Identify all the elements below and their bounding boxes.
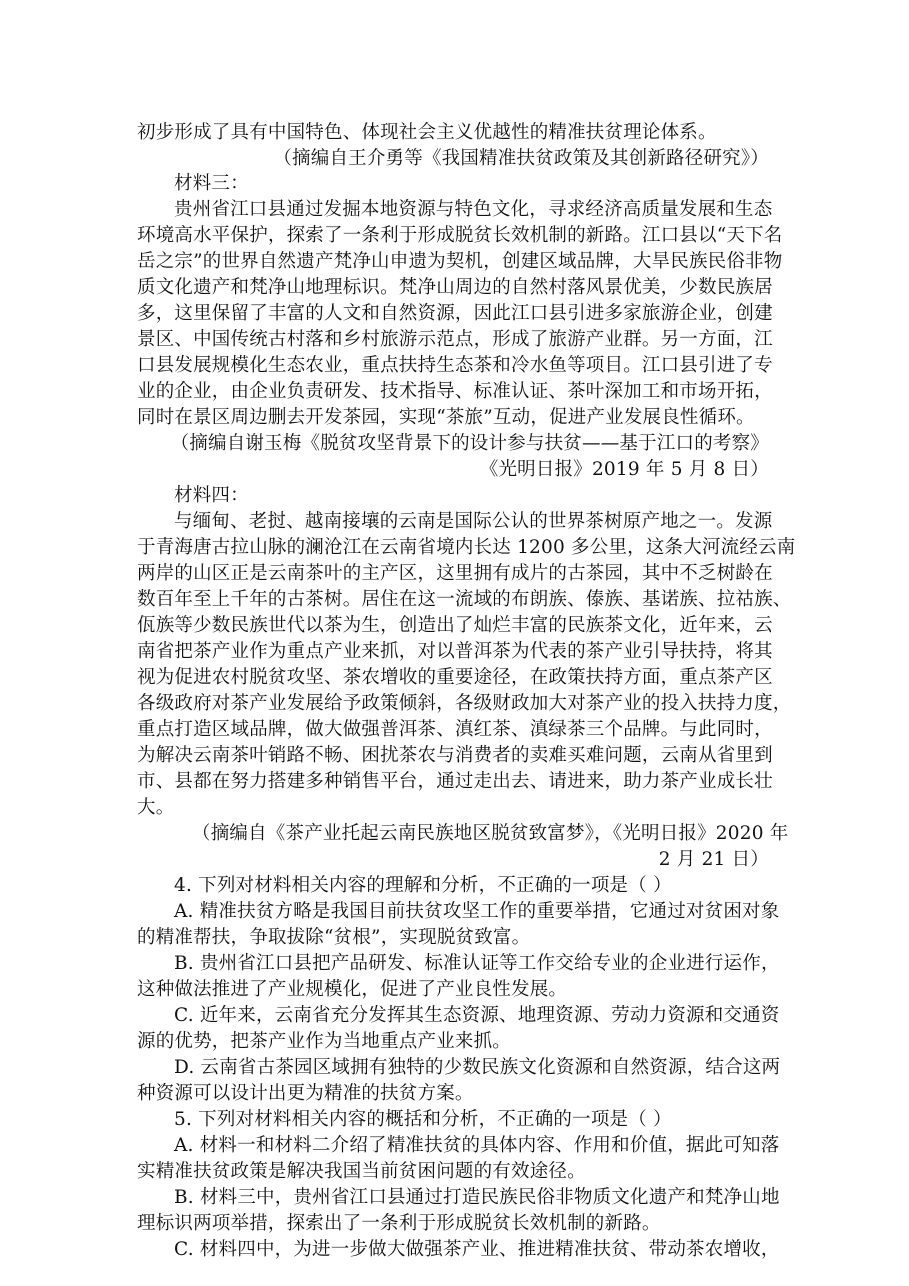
text-line: 市、县都在努力搭建多种销售平台，通过走出去、请进来，助力茶产业成长壮 [137,771,773,792]
option-b: B. 贵州省江口县把产品研发、标准认证等工作交给专业的企业进行运作， [174,953,780,974]
text-line: 多，这里保留了丰富的人文和自然资源，因此江口县引进多家旅游企业，创建 [137,303,773,324]
text-line: 重点打造区域品牌，做大做强普洱茶、滇红茶、滇绿茶三个品牌。与此同时， [137,719,773,740]
text-line: 贵州省江口县通过发掘本地资源与特色文化，寻求经济高质量发展和生态 [174,199,773,220]
text-line: 种资源可以设计出更为精准的扶贫方案。 [137,1083,474,1104]
text-line: 理标识两项举措，探索出了一条利于形成脱贫长效机制的新路。 [137,1213,661,1234]
text-line: 景区、中国传统古村落和乡村旅游示范点，形成了旅游产业群。另一方面，江 [137,329,773,350]
text-line: 两岸的山区正是云南茶叶的主产区，这里拥有成片的古茶园，其中不乏树龄在 [137,563,773,584]
source-citation: （摘编自王介勇等《我国精准扶贫政策及其创新路径研究》） [273,148,769,169]
text-line: 环境高水平保护，探索了一条利于形成脱贫长效机制的新路。江口县以“天下名 [137,225,783,246]
text-line: 视为促进农村脱贫攻坚、茶农增收的重要途径，在政策扶持方面，重点茶产区 [137,667,773,688]
text-line: 同时在景区周边删去开发茶园，实现“茶旅”互动，促进产业发展良性循环。 [137,407,755,428]
question-5: 5. 下列对材料相关内容的概括和分析，不正确的一项是（ ） [174,1109,672,1130]
text-line: 与缅甸、老挝、越南接壤的云南是国际公认的世界茶树原产地之一。发源 [174,511,773,532]
text-line: 岳之宗”的世界自然遗产梵净山申遗为契机，创建区域品牌，大旱民族民俗非物 [137,251,783,272]
source-citation: 2 月 21 日） [658,849,769,870]
option-a: A. 材料一和材料二介绍了精准扶贫的具体内容、作用和价值，据此可知落 [174,1135,780,1156]
text-line: 源的优势，把茶产业作为当地重点产业来抓。 [137,1031,512,1052]
option-b: B. 材料三中，贵州省江口县通过打造民族民俗非物质文化遗产和梵净山地 [174,1187,780,1208]
question-4: 4. 下列对材料相关内容的理解和分析，不正确的一项是（ ） [174,875,672,896]
text-line: 南省把茶产业作为重点产业来抓，对以普洱茶为代表的茶产业引导扶持，将其 [137,641,773,662]
text-line: 初步形成了具有中国特色、体现社会主义优越性的精准扶贫理论体系。 [137,122,717,143]
source-citation: 《光明日报》2019 年 5 月 8 日） [479,459,769,480]
source-citation: （摘编自谢玉梅《脱贫攻坚背景下的设计参与扶贫——基于江口的考察》 [170,433,769,454]
text-line: 的精准帮扶，争取拔除“贫根”，实现脱贫致富。 [137,927,531,948]
option-a: A. 精准扶贫方略是我国目前扶贫攻坚工作的重要举措，它通过对贫困对象 [174,901,780,922]
section-heading: 材料四： [174,485,249,506]
text-line: 佤族等少数民族世代以茶为生，创造出了灿烂丰富的民族茶文化，近年来，云 [137,615,773,636]
text-line: 为解决云南茶叶销路不畅、困扰茶农与消费者的卖难买难问题，云南从省里到 [137,745,773,766]
text-line: 质文化遗产和梵净山地理标识。梵净山周边的自然村落风景优美，少数民族居 [137,277,773,298]
text-line: 业的企业，由企业负责研发、技术指导、标准认证、茶叶深加工和市场开拓， [137,381,773,402]
option-c: C. 材料四中，为进一步做大做强茶产业、推进精准扶贫、带动茶农增收， [174,1239,780,1260]
source-citation: （摘编自《茶产业托起云南民族地区脱贫致富梦》，《光明日报》2020 年 [192,823,789,844]
text-line: 各级政府对茶产业发展给予政策倾斜，各级财政加大对茶产业的投入扶持力度， [137,693,792,714]
section-heading: 材料三： [174,173,249,194]
option-c: C. 近年来，云南省充分发挥其生态资源、地理资源、劳动力资源和交通资 [174,1005,780,1026]
option-d: D. 云南省古茶园区域拥有独特的少数民族文化资源和自然资源，结合这两 [174,1057,781,1078]
text-line: 于青海唐古拉山脉的澜沧江在云南省境内长达 1200 多公里，这条大河流经云南 [137,537,796,558]
text-line: 实精准扶贫政策是解决我国当前贫困问题的有效途径。 [137,1161,586,1182]
text-line: 这种做法推进了产业规模化，促进了产业良性发展。 [137,979,568,1000]
text-line: 口县发展规模化生态农业，重点扶持生态茶和冷水鱼等项目。江口县引进了专 [137,355,773,376]
text-line: 数百年至上千年的古茶树。居住在这一流域的布朗族、傣族、基诺族、拉祜族、 [137,589,792,610]
text-line: 大。 [137,797,175,818]
